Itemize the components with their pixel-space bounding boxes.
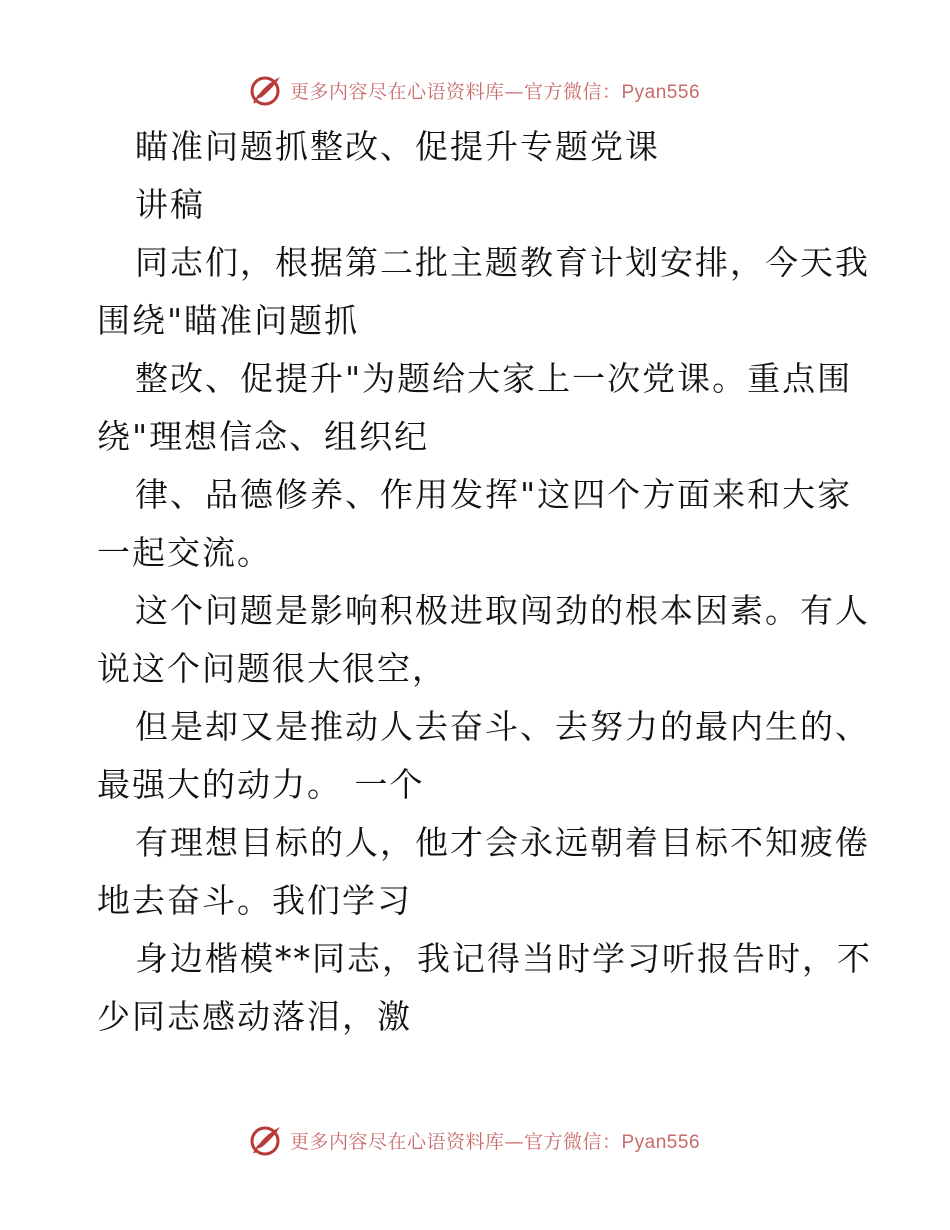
text-line: 一起交流。	[97, 533, 272, 572]
text-line: 整改、促提升"为题给大家上一次党课。重点围	[135, 359, 853, 398]
text-line: 这个问题是影响积极进取闯劲的根本因素。有人	[135, 591, 870, 630]
quill-logo-icon	[250, 1123, 284, 1157]
banner-text	[290, 77, 700, 104]
banner-text	[290, 1127, 700, 1154]
text-line: 有理想目标的人，他才会永远朝着目标不知疲倦	[135, 823, 870, 862]
text-line: 绕"理想信念、组织纪	[97, 417, 430, 456]
header-banner	[0, 70, 950, 110]
text-line: 同志们，根据第二批主题教育计划安排，今天我	[135, 243, 870, 282]
text-line: 瞄准问题抓整改、促提升专题党课	[135, 127, 660, 166]
text-line: 最强大的动力。 一个	[97, 765, 425, 804]
document-body	[97, 118, 872, 1046]
banner-wechat-id: Pyan556	[621, 81, 701, 103]
footer-banner	[0, 1120, 950, 1160]
text-line: 少同志感动落泪，激	[97, 997, 412, 1036]
banner-site-text: 更多内容尽在心语资料库—官方微信：	[289, 1130, 622, 1153]
quill-logo-icon	[250, 73, 284, 107]
text-line: 围绕"瞄准问题抓	[97, 301, 360, 340]
text-line: 律、品德修养、作用发挥"这四个方面来和大家	[135, 475, 853, 514]
text-line: 地去奋斗。我们学习	[97, 881, 412, 920]
banner-wechat-id: Pyan556	[621, 1131, 701, 1153]
banner-site-text: 更多内容尽在心语资料库—官方微信：	[289, 80, 622, 103]
text-line: 但是却又是推动人去奋斗、去努力的最内生的、	[135, 707, 870, 746]
text-line: 讲稿	[135, 185, 205, 224]
text-line: 身边楷模**同志，我记得当时学习听报告时，不	[135, 939, 872, 978]
text-line: 说这个问题很大很空，	[97, 649, 447, 688]
